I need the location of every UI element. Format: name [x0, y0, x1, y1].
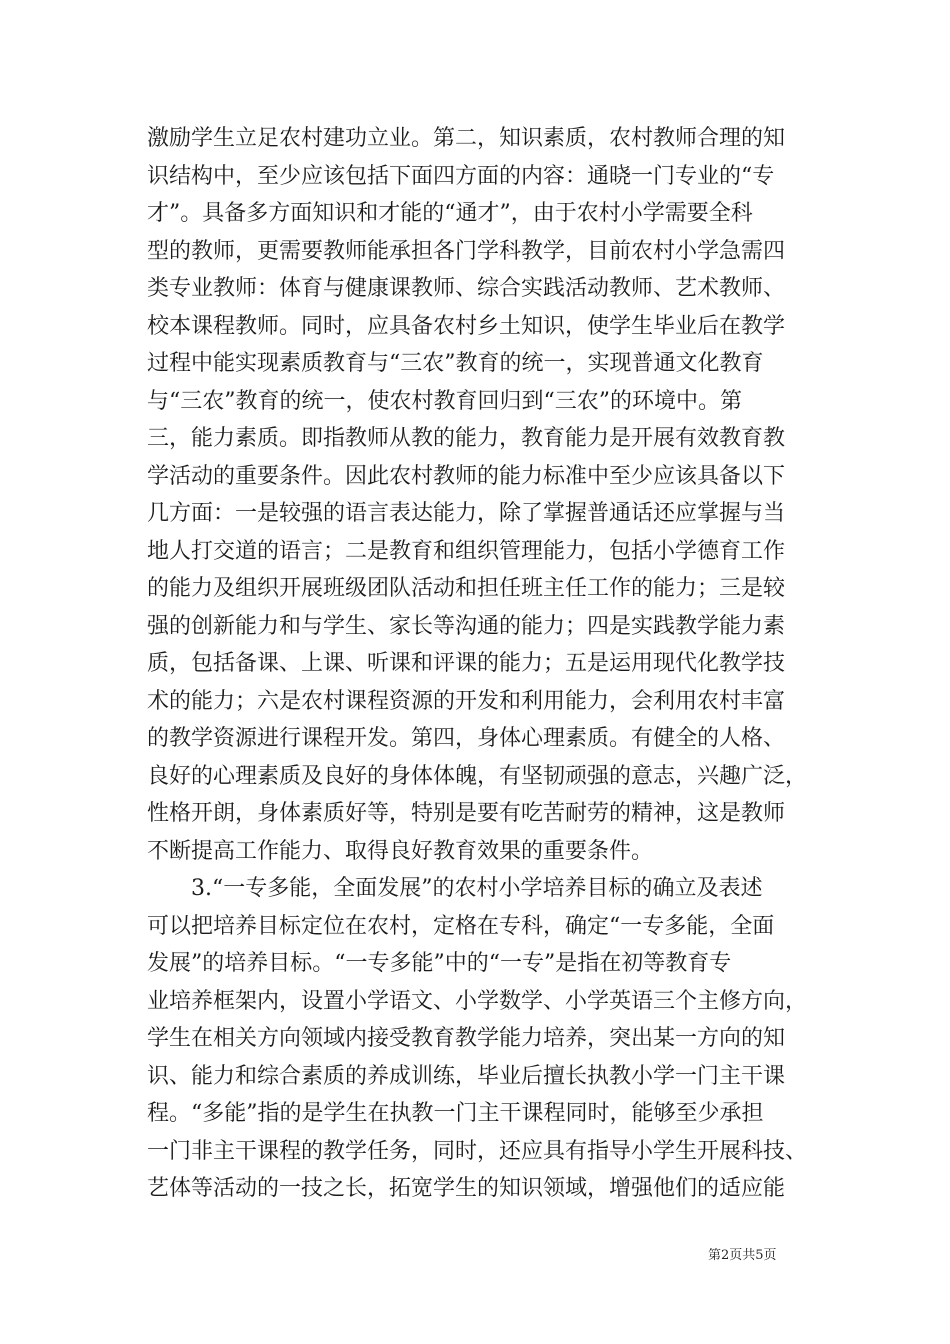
text-line-2: 识结构中，至少应该包括下面四方面的内容：通晓一门专业的“专: [147, 163, 775, 189]
text-line-12: 地人打交道的语言；二是教育和组织管理能力，包括小学德育工作: [147, 538, 786, 564]
page-number-footer: 第2页共5页: [708, 1248, 777, 1263]
text-line-10: 学活动的重要条件。因此农村教师的能力标准中至少应该具备以下: [147, 463, 786, 489]
text-line-1: 激励学生立足农村建功立业。第二，知识素质，农村教师合理的知: [147, 126, 786, 151]
text-line-17: 的教学资源进行课程开发。第四，身体心理素质。有健全的人格、: [147, 726, 786, 751]
text-line-7: 过程中能实现素质教育与“三农”教育的统一，实现普通文化教育: [147, 351, 764, 376]
text-line-28: 一门非主干课程的教学任务，同时，还应具有指导小学生开展科技、: [147, 1138, 807, 1164]
section-heading-line: 3.“一专多能，全面发展”的农村小学培养目标的确立及表述: [191, 876, 763, 901]
text-line-15: 质，包括备课、上课、听课和评课的能力；五是运用现代化教学技: [147, 651, 786, 676]
text-line-19: 性格开朗，身体素质好等，特别是要有吃苦耐劳的精神，这是教师: [147, 801, 786, 826]
text-line-20: 不断提高工作能力、取得良好教育效果的重要条件。: [147, 838, 654, 864]
text-line-25: 学生在相关方向领域内接受教育教学能力培养，突出某一方向的知: [147, 1026, 786, 1051]
text-line-16: 术的能力；六是农村课程资源的开发和利用能力，会利用农村丰富: [147, 688, 786, 714]
text-line-22: 可以把培养目标定位在农村，定格在专科，确定“一专多能，全面: [147, 913, 775, 939]
text-line-26: 识、能力和综合素质的养成训练，毕业后擅长执教小学一门主干课: [147, 1063, 786, 1089]
text-line-18: 良好的心理素质及良好的身体体魄，有坚韧顽强的意志，兴趣广泛，: [147, 763, 807, 789]
text-line-23: 发展”的培养目标。“一专多能”中的“一专”是指在初等教育专: [147, 951, 732, 976]
text-line-27: 程。“多能”指的是学生在执教一门主干课程同时，能够至少承担: [147, 1101, 764, 1126]
text-line-14: 强的创新能力和与学生、家长等沟通的能力；四是实践教学能力素: [147, 613, 786, 639]
text-line-11: 几方面：一是较强的语言表达能力，除了掌握普通话还应掌握与当: [147, 501, 786, 526]
text-line-4: 型的教师，更需要教师能承担各门学科教学，目前农村小学急需四: [147, 238, 786, 264]
text-line-6: 校本课程教师。同时，应具备农村乡土知识，使学生毕业后在教学: [147, 313, 786, 339]
text-line-8: 与“三农”教育的统一，使农村教育回归到“三农”的环境中。第: [147, 388, 742, 414]
text-line-9: 三，能力素质。即指教师从教的能力，教育能力是开展有效教育教: [147, 426, 786, 451]
text-line-13: 的能力及组织开展班级团队活动和担任班主任工作的能力；三是较: [147, 576, 786, 601]
text-line-29: 艺体等活动的一技之长，拓宽学生的知识领域，增强他们的适应能: [147, 1176, 786, 1201]
body-text: [147, 120, 807, 1208]
text-line-24: 业培养框架内，设置小学语文、小学数学、小学英语三个主修方向，: [147, 988, 807, 1014]
text-line-3: 才”。具备多方面知识和才能的“通才”，由于农村小学需要全科: [147, 201, 753, 226]
text-line-5: 类专业教师：体育与健康课教师、综合实践活动教师、艺术教师、: [147, 276, 786, 301]
